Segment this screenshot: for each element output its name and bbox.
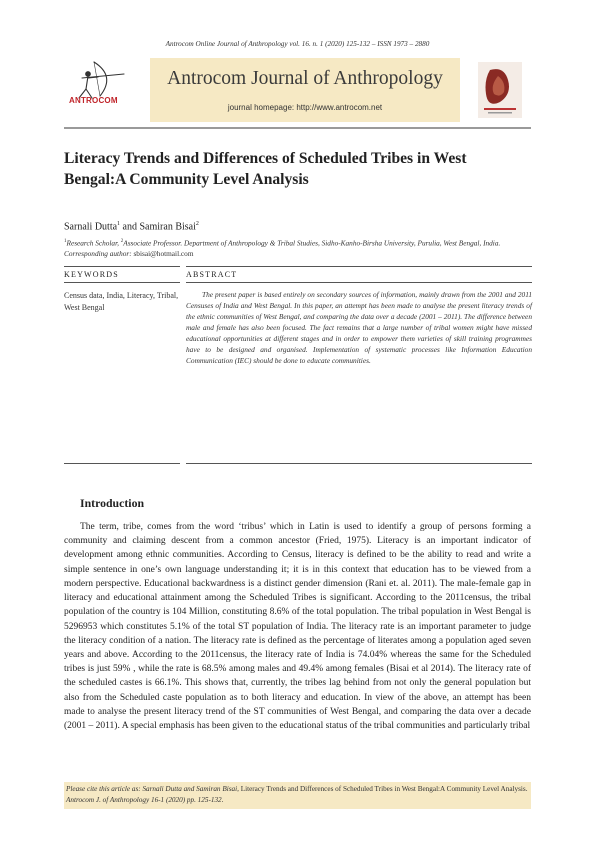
body-paragraph: The term, tribe, comes from the word ‘tribus’ which in Latin is used to identify a group of persons forming a community and claiming descent from a common ancestor (Fried, 1975). Literacy is an important indicator of development among ethnic communities. According to Census, literacy is defined to be the ability to read and write a simple sentence in one’s own language understanding it; it is in this context that education has to be viewed from a modern perspective. Educational backwardness is a distinct gender dimension (Rani et. al. 2011). The male-female gap in literacy and educational attainment among the Scheduled Tribes is significant. According to the 2011census, the tribal population of the country is 104 Million, constituting 8.6% of the total population. The tribal population in West Bengal is 5296953 which constitutes 5.1% of the total ST population of India. The literacy rate is an important parameter to judge the literacy condition of a nation. The literacy rate is defined as the percentage of literates among a population aged seven years and above. According to the 2011census, the literacy rate of India is 74.04% whereas the same for the Scheduled tribes is just 59% , while the rate is 68.5% among males and 49.4% among females (Bisai et al 2014). The literacy rate of the scheduled castes is 66.1%. This shows that, currently, the tribes lag behind from not only the general population but also from the Scheduled caste population as to both literacy and education. In view of the above, an attempt has been made to analyse the present literacy trend of the ST communities of West Bengal, and comparing the data over a decade (2001 – 2011). A special emphasis has been given to the educational status of the tribal communities and particularly tribal (64, 522, 531, 732)
archer-icon (64, 56, 140, 116)
keywords-rule-top (64, 266, 180, 267)
abstract-text: The present paper is based entirely on secondary sources of information, mainly drawn from the 2001 and 2011 Censuses of India and West Bengal. In this paper, an attempt has been made to analyse the present literacy trends of the ethnic communities of West Bengal, and comparing the data over a decade (2001 – 2011). The difference between male and female has also been focused. The fact remains that a large number of tribal women might have missed educational opportunities at different stages and in order to empower them varieties of skill training programmes have to be designed and organised. Implementation of systematic processes like Information Education Communication (IEC) should be done to educate communities. (186, 290, 532, 366)
logo-text: ANTROCOM (69, 96, 118, 105)
journal-meta-line: Antrocom Online Journal of Anthropology vol. 16. n. 1 (2020) 125-132 – ISSN 1973 – 2880 (165, 40, 430, 48)
corresponding-email-link[interactable]: sbisai@hotmail.com (133, 248, 194, 258)
keywords-heading: KEYWORDS (64, 270, 119, 279)
citation-journal: Antrocom J. of Anthropology 16-1 (2020) pp. 125-132 (66, 796, 222, 805)
journal-homepage[interactable]: journal homepage: http://www.antrocom.net (227, 103, 383, 112)
affiliation-marker: 1 (64, 239, 67, 244)
affiliation-marker: 2 (120, 239, 124, 244)
introduction-heading: Introduction (80, 496, 145, 510)
author-name: Sarnali Dutta (64, 221, 118, 233)
citation-lead: Please cite this article as: Sarnali Dutta and Samiran Bisai, (66, 785, 241, 793)
paper-title (64, 148, 534, 190)
header-divider (64, 127, 531, 129)
abstract-rule-top (186, 266, 532, 267)
abstract-rule-bottom (186, 463, 532, 464)
affiliation-text (64, 237, 532, 259)
author-affiliation-marker: 2 (195, 221, 199, 227)
keywords-text: Census data, India, Literacy, Tribal, West Bengal (64, 291, 179, 312)
author-conjunction: and (120, 221, 140, 233)
affiliation-part: Associate Professor. Department of Anthropology & Tribal Studies, Sidho-Kanho-Birsha University, Purulia, West Bengal, India. Corresponding author: (64, 238, 501, 258)
citation-title: Literacy Trends and Differences of Scheduled Tribes in West Bengal:A Community Level Analysis. (240, 785, 528, 793)
citation-text (66, 784, 529, 806)
keywords-rule-bottom (64, 463, 180, 464)
keywords-rule-mid (64, 282, 180, 283)
abstract-rule-mid (186, 282, 532, 283)
affiliation-part: Research Scholar, (66, 238, 121, 248)
author-affiliation-marker: 1 (117, 221, 121, 227)
abstract-heading: ABSTRACT (186, 270, 238, 279)
journal-cover-image (478, 62, 522, 118)
journal-title: Antrocom Journal of Anthropology (167, 68, 443, 89)
author-line (64, 221, 199, 232)
citation-end: . (221, 796, 224, 805)
paper-title-line-2: Bengal:A Community Level Analysis (64, 171, 309, 188)
paper-title-line-1: Literacy Trends and Differences of Scheduled Tribes in West (64, 150, 467, 167)
author-name: Samiran Bisai (139, 221, 196, 233)
